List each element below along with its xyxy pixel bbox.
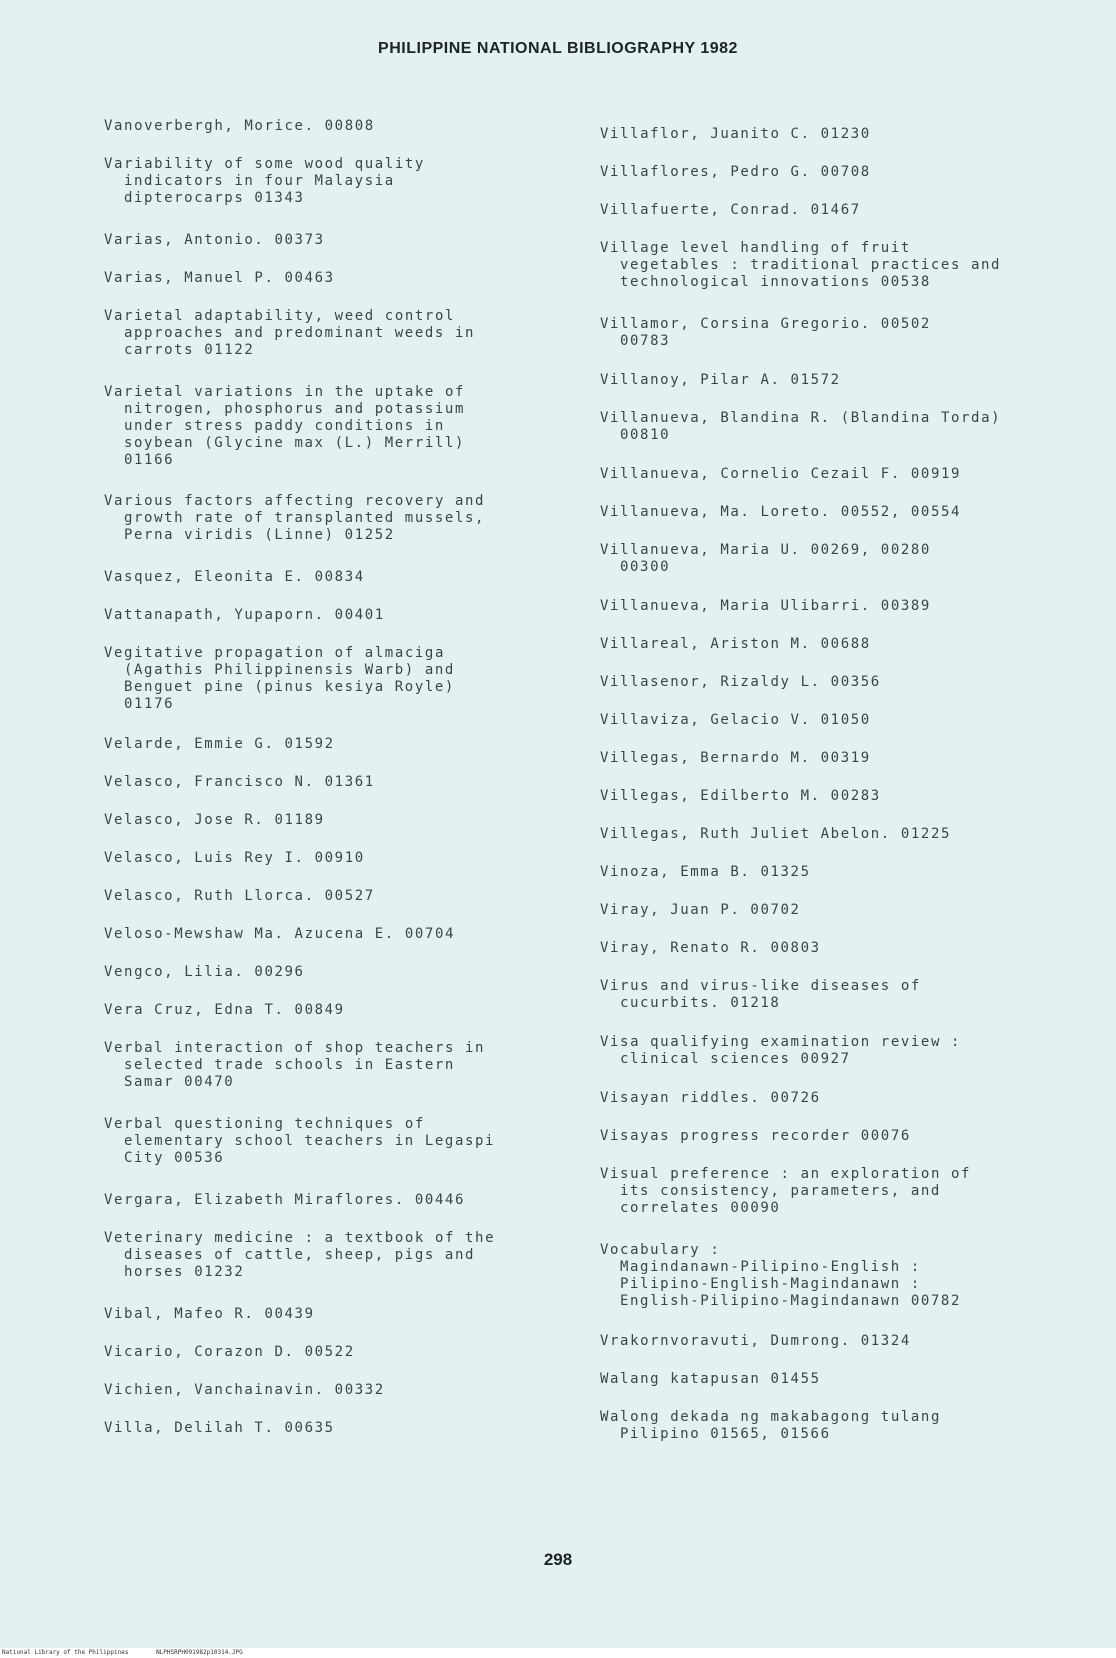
index-entry: Village level handling of fruit vegetables : traditional practices and technological innovations 00538 [600,240,1002,290]
page-number: 298 [543,1550,573,1569]
index-entry: Varias, Antonio. 00373 [104,232,325,248]
index-entry: Vichien, Vanchainavin. 00332 [104,1382,385,1398]
index-entry: Vinoza, Emma B. 01325 [600,864,811,880]
index-entry: Verbal questioning techniques of elementary school teachers in Legaspi City 00536 [104,1116,496,1166]
index-entry: Vasquez, Eleonita E. 00834 [104,569,365,585]
index-entry: Villaflores, Pedro G. 00708 [600,164,871,180]
index-entry: Various factors affecting recovery and growth rate of transplanted mussels, Perna viridis (Linne) 01252 [104,493,486,543]
index-entry: Verbal interaction of shop teachers in selected trade schools in Eastern Samar 00470 [104,1040,486,1090]
index-entry: Vrakornvoravuti, Dumrong. 01324 [600,1333,911,1349]
index-entry: Vanoverbergh, Morice. 00808 [104,118,375,134]
index-entry: Velarde, Emmie G. 01592 [104,736,335,752]
index-entry: Variability of some wood quality indicators in four Malaysia dipterocarps 01343 [104,156,425,206]
index-entry: Villasenor, Rizaldy L. 00356 [600,674,881,690]
index-entry: Velasco, Ruth Llorca. 00527 [104,888,375,904]
index-entry: Villa, Delilah T. 00635 [104,1420,335,1436]
index-entry: Velasco, Jose R. 01189 [104,812,325,828]
index-entry: Velasco, Luis Rey I. 00910 [104,850,365,866]
index-entry: Veterinary medicine : a textbook of the diseases of cattle, sheep, pigs and horses 01232 [104,1230,496,1280]
index-entry: Vicario, Corazon D. 00522 [104,1344,355,1360]
index-entry: Velasco, Francisco N. 01361 [104,774,375,790]
index-entry: Viray, Renato R. 00803 [600,940,821,956]
index-entry: Vengco, Lilia. 00296 [104,964,305,980]
index-entry: Visayan riddles. 00726 [600,1090,821,1106]
index-entry: Visual preference : an exploration of its consistency, parameters, and correlates 00090 [600,1166,972,1216]
index-entry: Villanueva, Cornelio Cezail F. 00919 [600,466,962,482]
index-entry: Varietal variations in the uptake of nitrogen, phosphorus and potassium under stress paddy conditions in soybean (Glycine max (L.) Merrill) 01166 [104,384,466,468]
index-entry: Varias, Manuel P. 00463 [104,270,335,286]
index-entry: Visa qualifying examination review : clinical sciences 00927 [600,1034,962,1067]
index-entry: Varietal adaptability, weed control approaches and predominant weeds in carrots 01122 [104,308,476,358]
index-column-right [600,126,1070,1465]
index-entry: Villanoy, Pilar A. 01572 [600,372,841,388]
index-entry: Villegas, Edilberto M. 00283 [600,788,881,804]
index-entry: Vera Cruz, Edna T. 00849 [104,1002,345,1018]
index-entry: Vibal, Mafeo R. 00439 [104,1306,315,1322]
index-entry: Virus and virus-like diseases of cucurbits. 01218 [600,978,921,1011]
index-entry: Vocabulary : Magindanawn-Pilipino-English : Pilipino-English-Magindanawn : English-Pilipino-Magindanawn 00782 [600,1242,961,1309]
index-entry: Villareal, Ariston M. 00688 [600,636,871,652]
index-entry: Villamor, Corsina Gregorio. 00502 00783 [600,316,931,349]
page-title: PHILIPPINE NATIONAL BIBLIOGRAPHY 1982 [378,40,738,57]
footer-file: NLPHSRPH091982p10314.JPG [156,1649,243,1656]
index-entry: Villanueva, Blandina R. (Blandina Torda) 00810 [600,410,1002,443]
index-column-left [104,118,544,1458]
index-entry: Villaviza, Gelacio V. 01050 [600,712,871,728]
index-entry: Vegitative propagation of almaciga (Agathis Philippinensis Warb) and Benguet pine (pinus kesiya Royle) 01176 [104,645,455,712]
index-entry: Villegas, Bernardo M. 00319 [600,750,871,766]
index-entry: Veloso-Mewshaw Ma. Azucena E. 00704 [104,926,456,942]
index-entry: Walong dekada ng makabagong tulang Pilipino 01565, 01566 [600,1409,941,1442]
scan-footer-text [2,1649,267,1656]
index-entry: Vattanapath, Yupaporn. 00401 [104,607,385,623]
index-entry: Visayas progress recorder 00076 [600,1128,911,1144]
index-entry: Villanueva, Ma. Loreto. 00552, 00554 [600,504,962,520]
index-entry: Villanueva, Maria Ulibarri. 00389 [600,598,931,614]
index-entry: Villaflor, Juanito C. 01230 [600,126,871,142]
index-entry: Walang katapusan 01455 [600,1371,821,1387]
index-entry: Villanueva, Maria U. 00269, 00280 00300 [600,542,931,575]
index-entry: Villafuerte, Conrad. 01467 [600,202,861,218]
index-entry: Vergara, Elizabeth Miraflores. 00446 [104,1192,466,1208]
footer-library: National Library of the Philippines [2,1649,129,1656]
index-entry: Viray, Juan P. 00702 [600,902,801,918]
index-entry: Villegas, Ruth Juliet Abelon. 01225 [600,826,952,842]
